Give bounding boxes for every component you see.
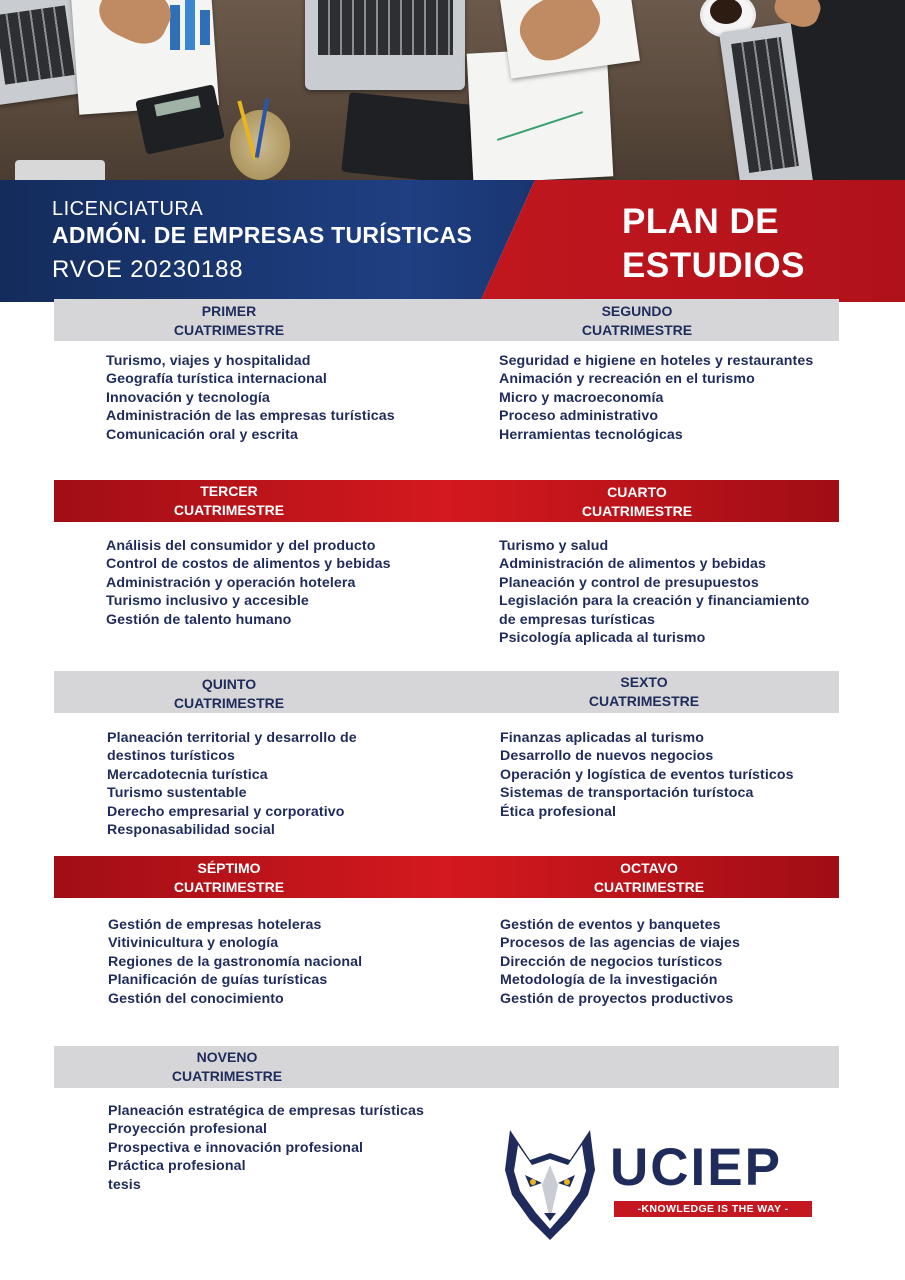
- course-item: Mercadotecnia turística: [107, 766, 268, 783]
- course-item: Administración de las empresas turísticas: [106, 408, 395, 425]
- semester-title-2: [557, 302, 717, 340]
- semester-title-line2: CUATRIMESTRE: [171, 1068, 283, 1084]
- semester-title-line1: NOVENO: [196, 1049, 258, 1065]
- course-list-6: [500, 729, 794, 821]
- semester-title-8: [569, 859, 729, 897]
- course-item: destinos turísticos: [107, 748, 236, 765]
- course-list-4: [499, 537, 809, 647]
- course-item: Planeación y control de presupuestos: [499, 574, 759, 591]
- course-item: Práctica profesional: [108, 1158, 246, 1175]
- career-title: ADMÓN. DE EMPRESAS TURÍSTICAS: [52, 222, 473, 248]
- semester-title-line2: CUATRIMESTRE: [593, 879, 705, 895]
- course-item: Gestión del conocimiento: [108, 990, 284, 1007]
- semester-title-line2: CUATRIMESTRE: [173, 879, 285, 895]
- course-item: Comunicación oral y escrita: [106, 426, 298, 443]
- plan-title-line1: PLAN DE: [622, 202, 780, 241]
- course-list-7: [108, 916, 362, 1008]
- course-item: Administración de alimentos y bebidas: [499, 556, 767, 573]
- course-item: Turismo y salud: [499, 538, 609, 554]
- course-item: Turismo, viajes y hospitalidad: [106, 353, 311, 369]
- course-list-8: [500, 916, 740, 1008]
- course-item: Metodología de la investigación: [500, 972, 718, 989]
- course-item: Operación y logística de eventos turísticos: [500, 766, 794, 783]
- semester-title-line2: CUATRIMESTRE: [173, 502, 285, 518]
- course-item: Proyección profesional: [108, 1121, 268, 1138]
- semester-title-line2: CUATRIMESTRE: [173, 695, 285, 711]
- plan-title: [622, 200, 805, 288]
- semester-title-7: [149, 859, 309, 897]
- course-list-5: [107, 729, 357, 839]
- semester-title-line2: CUATRIMESTRE: [581, 322, 693, 338]
- semester-title-line2: CUATRIMESTRE: [588, 693, 700, 709]
- semester-title-line2: CUATRIMESTRE: [581, 503, 693, 519]
- course-item: Regiones de la gastronomía nacional: [108, 953, 363, 970]
- course-list-3: [106, 537, 391, 629]
- course-item: Psicología aplicada al turismo: [499, 630, 706, 647]
- course-item: Análisis del consumidor y del producto: [106, 538, 376, 554]
- course-item: Geografía turística internacional: [106, 371, 327, 388]
- semester-band-7-8: [54, 856, 839, 898]
- course-item: de empresas turísticas: [499, 611, 655, 628]
- course-item: Planeación estratégica de empresas turísticas: [108, 1103, 424, 1119]
- wolf-icon: [500, 1125, 600, 1243]
- course-item: Planeación territorial y desarrollo de: [107, 730, 357, 746]
- hero-photo: [0, 0, 905, 182]
- course-list-1: [106, 352, 395, 444]
- course-item: tesis: [108, 1176, 141, 1193]
- plan-title-line2: ESTUDIOS: [622, 246, 805, 285]
- semester-title-line1: TERCER: [200, 483, 258, 499]
- semester-title-line1: SEXTO: [620, 674, 668, 690]
- course-list-2: [499, 352, 813, 444]
- course-item: Herramientas tecnológicas: [499, 426, 683, 443]
- course-item: Derecho empresarial y corporativo: [107, 803, 345, 820]
- course-item: Gestión de proyectos productivos: [500, 990, 734, 1007]
- semester-title-line1: SÉPTIMO: [197, 860, 261, 876]
- semester-title-line1: QUINTO: [201, 676, 257, 692]
- course-item: Finanzas aplicadas al turismo: [500, 730, 704, 746]
- semester-title-6: [564, 673, 724, 711]
- brand-logo-text: UCIEP: [610, 1138, 782, 1197]
- semester-title-4: [557, 483, 717, 521]
- course-item: Proceso administrativo: [499, 408, 659, 425]
- course-item: Sistemas de transportación turístoca: [500, 785, 754, 802]
- course-item: Seguridad e higiene en hoteles y restaurantes: [499, 353, 814, 369]
- course-item: Micro y macroeconomía: [499, 389, 664, 406]
- semester-title-line1: OCTAVO: [620, 860, 678, 876]
- degree-type: LICENCIATURA: [52, 198, 204, 220]
- semester-band-5-6: [54, 671, 839, 713]
- course-item: Turismo inclusivo y accesible: [106, 593, 309, 610]
- course-item: Dirección de negocios turísticos: [500, 953, 723, 970]
- course-item: Animación y recreación en el turismo: [499, 371, 755, 388]
- course-list-9: [108, 1102, 424, 1194]
- course-item: Turismo sustentable: [107, 785, 247, 802]
- course-item: Gestión de talento humano: [106, 611, 292, 628]
- course-item: Innovación y tecnología: [106, 389, 270, 406]
- course-item: Vitivinicultura y enología: [108, 935, 279, 952]
- course-item: Prospectiva e innovación profesional: [108, 1139, 364, 1156]
- semester-title-line1: SEGUNDO: [601, 303, 673, 319]
- course-item: Planificación de guías turísticas: [108, 972, 328, 989]
- course-item: Procesos de las agencias de viajes: [500, 935, 740, 952]
- semester-title-9: [147, 1048, 307, 1086]
- rvoe-number: RVOE 20230188: [52, 256, 244, 283]
- brand-tagline: -KNOWLEDGE IS THE WAY -: [614, 1201, 812, 1217]
- semester-band-1-2: [54, 299, 839, 341]
- semester-title-line1: CUARTO: [607, 484, 667, 500]
- semester-title-1: [149, 302, 309, 340]
- semester-title-line2: CUATRIMESTRE: [173, 322, 285, 338]
- course-item: Responasabilidad social: [107, 822, 275, 839]
- course-item: Desarrollo de nuevos negocios: [500, 748, 714, 765]
- course-item: Control de costos de alimentos y bebidas: [106, 556, 391, 573]
- course-item: Ética profesional: [500, 803, 617, 820]
- semester-band-3-4: [54, 480, 839, 522]
- semester-title-3: [149, 482, 309, 520]
- semester-band-9: [54, 1046, 839, 1088]
- course-item: Legislación para la creación y financiamiento: [499, 593, 810, 610]
- semester-title-line1: PRIMER: [201, 303, 257, 319]
- course-item: Gestión de empresas hoteleras: [108, 917, 322, 933]
- semester-title-5: [149, 675, 309, 713]
- course-item: Administración y operación hotelera: [106, 574, 356, 591]
- course-item: Gestión de eventos y banquetes: [500, 917, 721, 933]
